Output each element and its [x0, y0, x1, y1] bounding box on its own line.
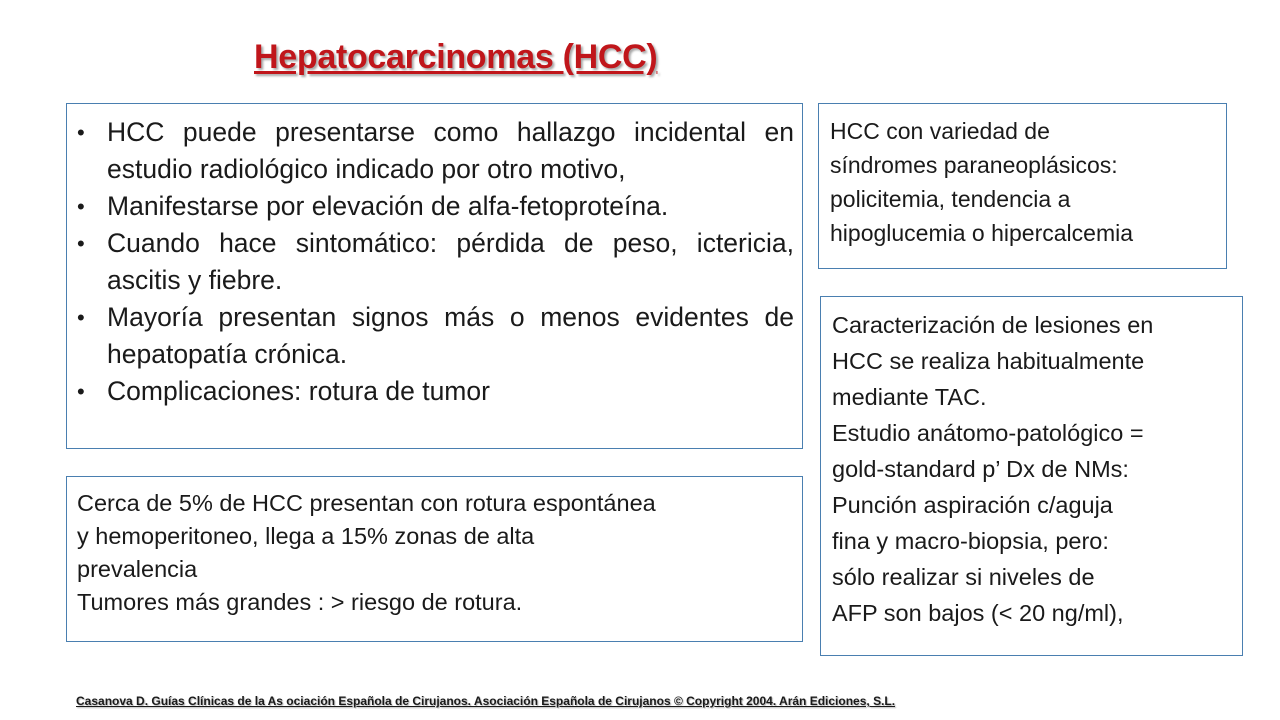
slide-title: Hepatocarcinomas (HCC): [254, 38, 658, 76]
bullet-list: [77, 114, 794, 410]
text-line: Estudio anátomo-patológico =: [832, 420, 1144, 446]
text-line: Tumores más grandes : > riesgo de rotura.: [77, 589, 523, 615]
bullet-text: HCC puede presentarse como hallazgo incidental en estudio radiológico indicado por otro motivo,: [107, 117, 794, 184]
bullet-item: [77, 114, 794, 188]
text-line: policitemia, tendencia a: [830, 186, 1071, 212]
bullet-text: Cuando hace sintomático: pérdida de peso, ictericia, ascitis y fiebre.: [107, 228, 794, 295]
text-line: y hemoperitoneo, llega a 15% zonas de alta: [77, 523, 535, 549]
bullet-icon: •: [77, 120, 85, 145]
text-line: Cerca de 5% de HCC presentan con rotura espontánea: [77, 490, 656, 516]
rupture-box: [66, 476, 803, 642]
bullet-icon: •: [77, 231, 85, 256]
main-bullet-box: [66, 103, 803, 449]
paraneoplastic-box: [818, 103, 1227, 269]
characterization-box: [820, 296, 1243, 656]
bullet-icon: •: [77, 194, 85, 219]
text-line: gold-standard p’ Dx de NMs:: [832, 456, 1129, 482]
bullet-text: Mayoría presentan signos más o menos evidentes de hepatopatía crónica.: [107, 302, 794, 369]
text-line: HCC con variedad de: [830, 118, 1050, 144]
text-line: mediante TAC.: [832, 384, 987, 410]
bullet-item: [77, 225, 794, 299]
bullet-item: [77, 299, 794, 373]
text-line: fina y macro-biopsia, pero:: [832, 528, 1109, 554]
text-line: sólo realizar si niveles de: [832, 564, 1095, 590]
bullet-icon: •: [77, 305, 85, 330]
bullet-text: Manifestarse por elevación de alfa-fetoproteína.: [107, 191, 669, 221]
text-line: hipoglucemia o hipercalcemia: [830, 220, 1133, 246]
text-line: AFP son bajos (< 20 ng/ml),: [832, 600, 1124, 626]
bullet-item: [77, 188, 794, 225]
bullet-text: Complicaciones: rotura de tumor: [107, 376, 490, 406]
text-line: síndromes paraneoplásicos:: [830, 152, 1118, 178]
citation-footer: Casanova D. Guías Clínicas de la As ociación Española de Cirujanos. Asociación Española de Cirujanos © Copyright 2004. Arán Ediciones, S.L.: [76, 694, 896, 708]
text-line: prevalencia: [77, 556, 198, 582]
bullet-item: [77, 373, 794, 410]
text-line: Punción aspiración c/aguja: [832, 492, 1113, 518]
bullet-icon: •: [77, 379, 85, 404]
text-line: Caracterización de lesiones en: [832, 312, 1154, 338]
text-line: HCC se realiza habitualmente: [832, 348, 1145, 374]
